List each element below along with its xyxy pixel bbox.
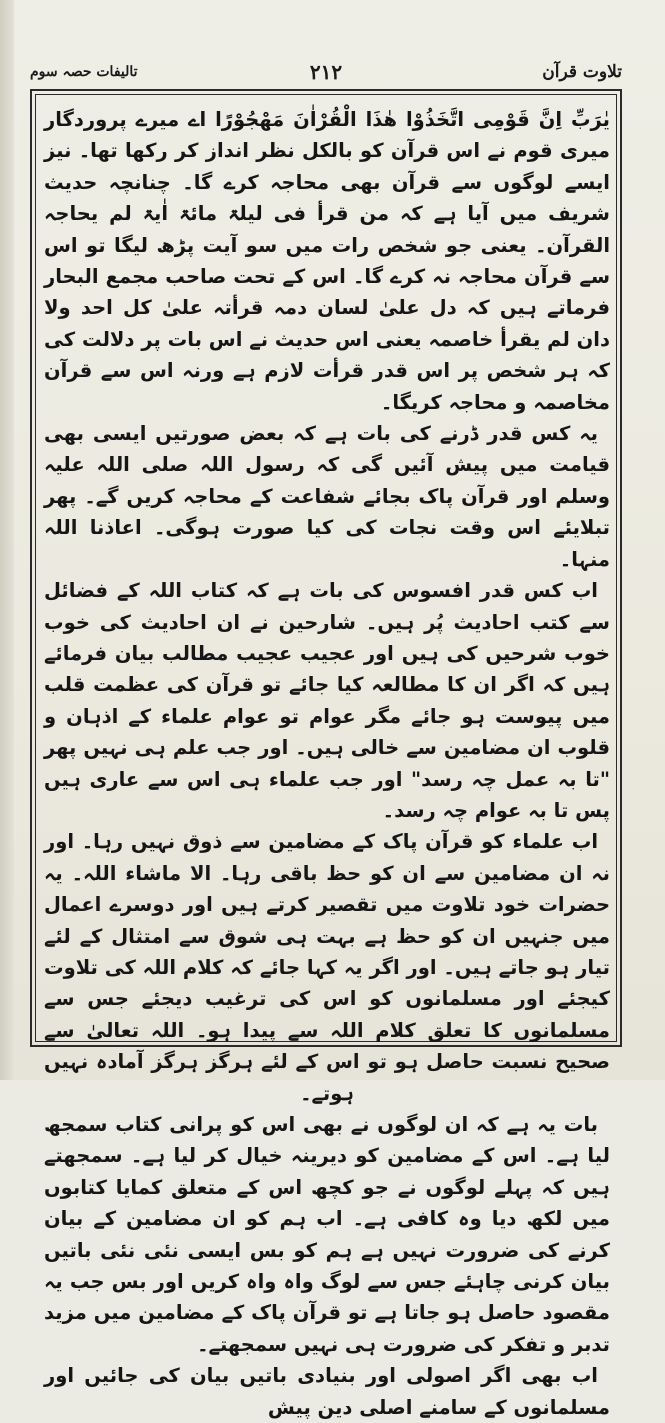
- paragraph: یٰرَبِّ اِنَّ قَوْمِی اتَّخَذُوْا ھٰذَا الْقُرْاٰنَ مَھْجُوْرًا اے میرے پروردگار میری قوم نے اس قرآن کو بالکل نظر انداز کر رکھا تھا۔ نیز ایسے لوگوں سے قرآن بھی محاجہ کرے گا۔ چنانچہ حدیث شریف میں آیا ہے کہ من قرأ فی لیلۃ مائۃ اٰیۃ لم یحاجہ القرآن۔ یعنی جو شخص رات میں سو آیت پڑھ لیگا تو اس سے قرآن محاجہ نہ کرے گا۔ اس کے تحت صاحب مجمع البحار فرماتے ہیں کہ دل علیٰ لسان دمہ قرأتہ علیٰ کل احد ولا دان لم یقرأ خاصمہ یعنی اس حدیث نے اس بات پر دلالت کی کہ ہر شخص پر اس قدر قرأت لازم ہے ورنہ اس سے قرآن مخاصمہ و محاجہ کریگا۔: [44, 108, 610, 414]
- header-book-title: تالیفات حصہ سوم: [30, 64, 138, 80]
- page-number: ٢١٢: [309, 60, 343, 84]
- page-binding-edge: [0, 0, 14, 1080]
- body-text: [44, 104, 610, 1423]
- paragraph: یہ کس قدر ڈرنے کی بات ہے کہ بعض صورتیں ایسی بھی قیامت میں پیش آئیں گی کہ رسول اللہ صلی اللہ علیہ وسلم اور قرآن پاک بجائے شفاعت کے محاجہ کریں گے۔ پھر تبلایئے اس وقت نجات کی کیا صورت ہوگی۔ اعاذنا اللہ منہا۔: [44, 422, 610, 571]
- running-header: [30, 60, 622, 90]
- paragraph: اب بھی اگر اصولی اور بنیادی باتیں بیان کی جائیں اور مسلمانوں کے سامنے اصلی دین پیش: [44, 1364, 610, 1419]
- paragraph: اب علماء کو قرآن پاک کے مضامین سے ذوق نہیں رہا۔ اور نہ ان مضامین سے ان کو حظ باقی رہا۔ الا ماشاء اللہ۔ یہ حضرات خود تلاوت میں تقصیر کرتے ہیں اور دوسرے اعمال میں جنہیں ان کو حظ ہے بہت ہی شوق سے امتثال کے لئے تیار ہو جاتے ہیں۔ اور اگر یہ کہا جائے کہ کلام اللہ کی تلاوت کیجئے اور مسلمانوں کو اس کی ترغیب دیجئے جس سے مسلمانوں کا تعلق کلام اللہ سے پیدا ہو۔ اللہ تعالیٰ سے صحیح نسبت حاصل ہو تو اس کے لئے ہرگز ہرگز آمادہ نہیں ہوتے۔: [44, 830, 610, 1105]
- header-chapter-title: تلاوت قرآن: [542, 62, 622, 82]
- paragraph: بات یہ ہے کہ ان لوگوں نے بھی اس کو پرانی کتاب سمجھ لیا ہے۔ اس کے مضامین کو دیرینہ خیال کر لیا ہے۔ سمجھتے ہیں کہ پہلے لوگوں نے جو کچھ اس کے متعلق کمایا کتابوں میں لکھ دیا وہ کافی ہے۔ اب ہم کو ان مضامین کے بیان کرنے کی ضرورت نہیں ہے ہم کو بس ایسی نئی نئی باتیں بیان کرنی چاہئے جس سے لوگ واہ واہ کریں اور بس جب یہ مقصود حاصل ہو جاتا ہے تو قرآن پاک کے مضامین میں مزید تدبر و تفکر کی ضرورت ہی نہیں سمجھتے۔: [44, 1113, 610, 1356]
- paragraph: اب کس قدر افسوس کی بات ہے کہ کتاب اللہ کے فضائل سے کتب احادیث پُر ہیں۔ شارحین نے ان احادیث کی خوب خوب شرحیں کی ہیں اور عجیب عجیب مطالب بیان فرمائے ہیں کہ اگر ان کا مطالعہ کیا جائے تو قرآن کی عظمت قلب میں پیوست ہو جائے مگر عوام تو عوام علماء کے اذہان و قلوب ان مضامین سے خالی ہیں۔ اور جب علم ہی نہیں پھر "تا بہ عمل چہ رسد" اور جب علماء ہی اس سے عاری ہیں پس تا بہ عوام چہ رسد۔: [44, 579, 610, 822]
